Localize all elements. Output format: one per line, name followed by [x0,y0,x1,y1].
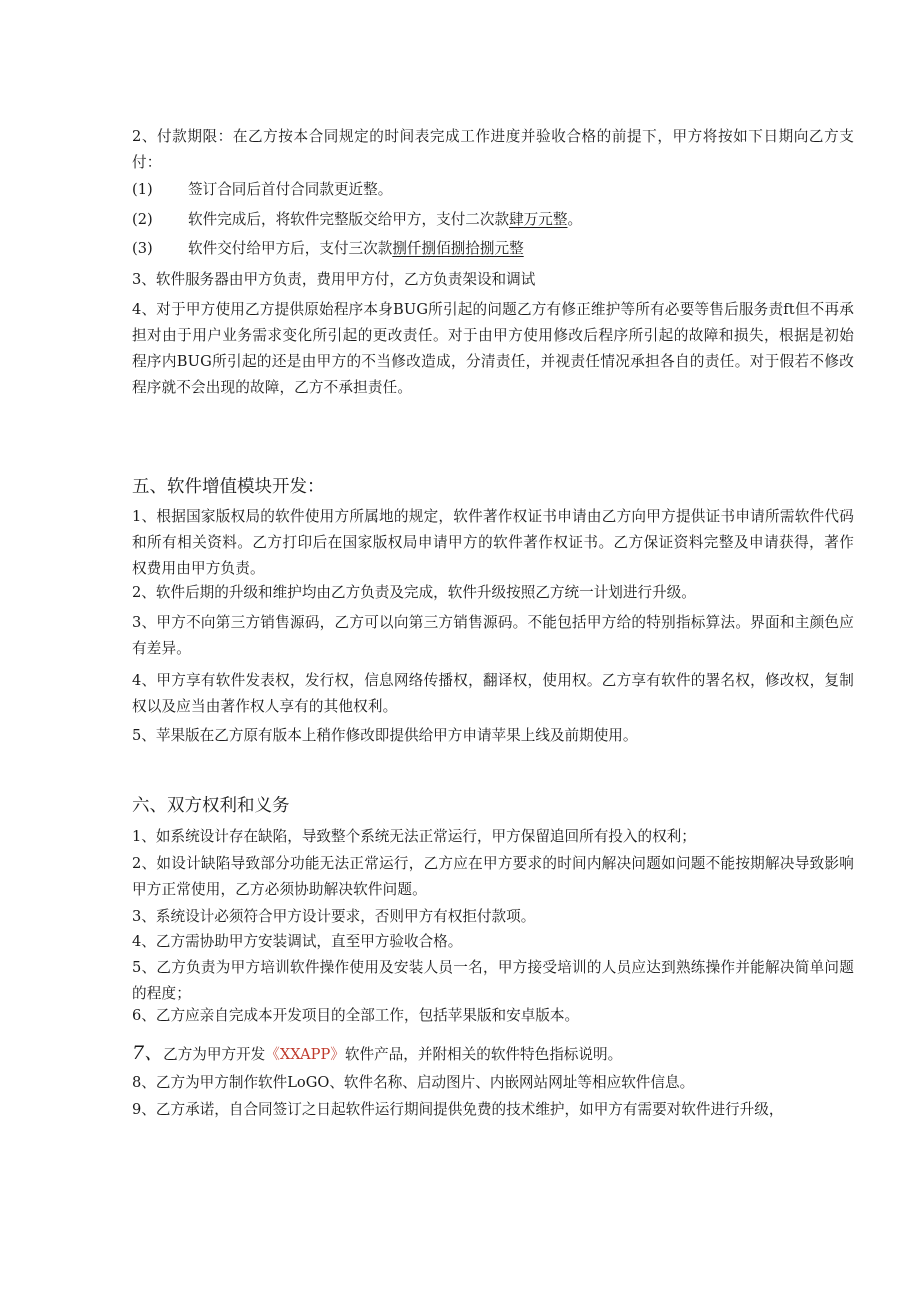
payment-item-number: (3) [132,240,153,257]
payment-item-number: (1) [132,181,153,198]
payment-item-2 [132,207,854,233]
clause-text-end: 软件产品，并附相关的软件特色指标说明。 [344,1046,623,1063]
section-5-clause-4: 4、甲方享有软件发表权，发行权，信息网络传播权，翻译权，使用权。乙方享有软件的署名权，修改权，复制权以及应当由著作权人享有的其他权利。 [132,672,854,715]
section-6-clause-4: 4、乙方需协助甲方安装调试，直至甲方验收合格。 [132,933,463,950]
bug-liability-clause: 4、对于甲方使用乙方提供原始程序本身BUG所引起的问题乙方有修正维护等所有必要等售后服务责ft但不再承担对由于用户业务需求变化所引起的更改责任。对于由甲方使用修改后程序所引起的故障和损失，根据是初始程序内BUG所引起的还是由甲方的不当修改造成，分清责任，并视责任情况承担各自的责任。对于假若不修改程序就不会出现的故障，乙方不承担责任。 [132,301,854,396]
payment-item-3 [132,236,854,262]
payment-item-text: 软件完成后，将软件完整版交给甲方，支付二次款 [188,211,510,228]
clause-text-start: 乙方为甲方开发 [163,1046,266,1063]
section-6-clause-7 [132,1040,854,1068]
section-6-clause-8: 8、乙方为甲方制作软件LoGO、软件名称、启动图片、内嵌网站网址等相应软件信息。 [132,1074,695,1091]
payment-item-tail: 。 [567,211,583,228]
section-5-heading: 五、软件增值模块开发： [132,477,325,497]
payment-item-1 [132,177,854,203]
payment-amount: 肆万元整 [509,211,568,228]
clause-number: 7、 [132,1042,164,1064]
payment-amount: 捌仟捌佰捌拾捌元整 [392,240,524,257]
section-6-clause-5: 5、乙方负责为甲方培训软件操作使用及安装人员一名，甲方接受培训的人员应达到熟练操作并能解决简单问题的程度； [132,959,854,1002]
section-6-clause-2: 2、如设计缺陷导致部分功能无法正常运行，乙方应在甲方要求的时间内解决问题如问题不能按期解决导致影响甲方正常使用，乙方必须协助解决软件问题。 [132,855,854,898]
section-6-clause-6: 6、乙方应亲自完成本开发项目的全部工作，包括苹果版和安卓版本。 [132,1007,580,1024]
section-6-heading: 六、双方权利和义务 [132,796,290,816]
payment-item-number: (2) [132,211,153,228]
section-5-clause-1: 1、根据国家版权局的软件使用方所属地的规定，软件著作权证书申请由乙方向甲方提供证书申请所需软件代码和所有相关资料。乙方打印后在国家版权局申请甲方的软件著作权证书。乙方保证资料完整及申请获得，著作权费用由甲方负责。 [132,508,854,577]
server-clause: 3、软件服务器由甲方负责，费用甲方付，乙方负责架设和调试 [132,271,536,288]
section-6-clause-1: 1、如系统设计存在缺陷，导致整个系统无法正常运行，甲方保留追回所有投入的权利； [132,828,696,845]
section-5-clause-5: 5、苹果版在乙方原有版本上稍作修改即提供给甲方申请苹果上线及前期使用。 [132,727,638,744]
product-name: 《XXAPP》 [265,1046,345,1063]
payment-item-text: 签订合同后首付合同款更近整。 [188,181,393,198]
section-6-clause-3: 3、系统设计必须符合甲方设计要求，否则甲方有权拒付款项。 [132,908,536,925]
section-6-clause-9: 9、乙方承诺，自合同签订之日起软件运行期间提供免费的技术维护，如甲方有需要对软件进行升级， [132,1101,784,1118]
payment-terms-intro: 2、付款期限：在乙方按本合同规定的时间表完成工作进度并验收合格的前提下，甲方将按如下日期向乙方支付： [132,128,854,171]
section-5-clause-2: 2、软件后期的升级和维护均由乙方负责及完成，软件升级按照乙方统一计划进行升级。 [132,584,696,601]
section-5-clause-3: 3、甲方不向第三方销售源码，乙方可以向第三方销售源码。不能包括甲方给的特别指标算法。界面和主颜色应有差异。 [132,614,854,657]
payment-item-text: 软件交付给甲方后，支付三次款 [188,240,393,257]
